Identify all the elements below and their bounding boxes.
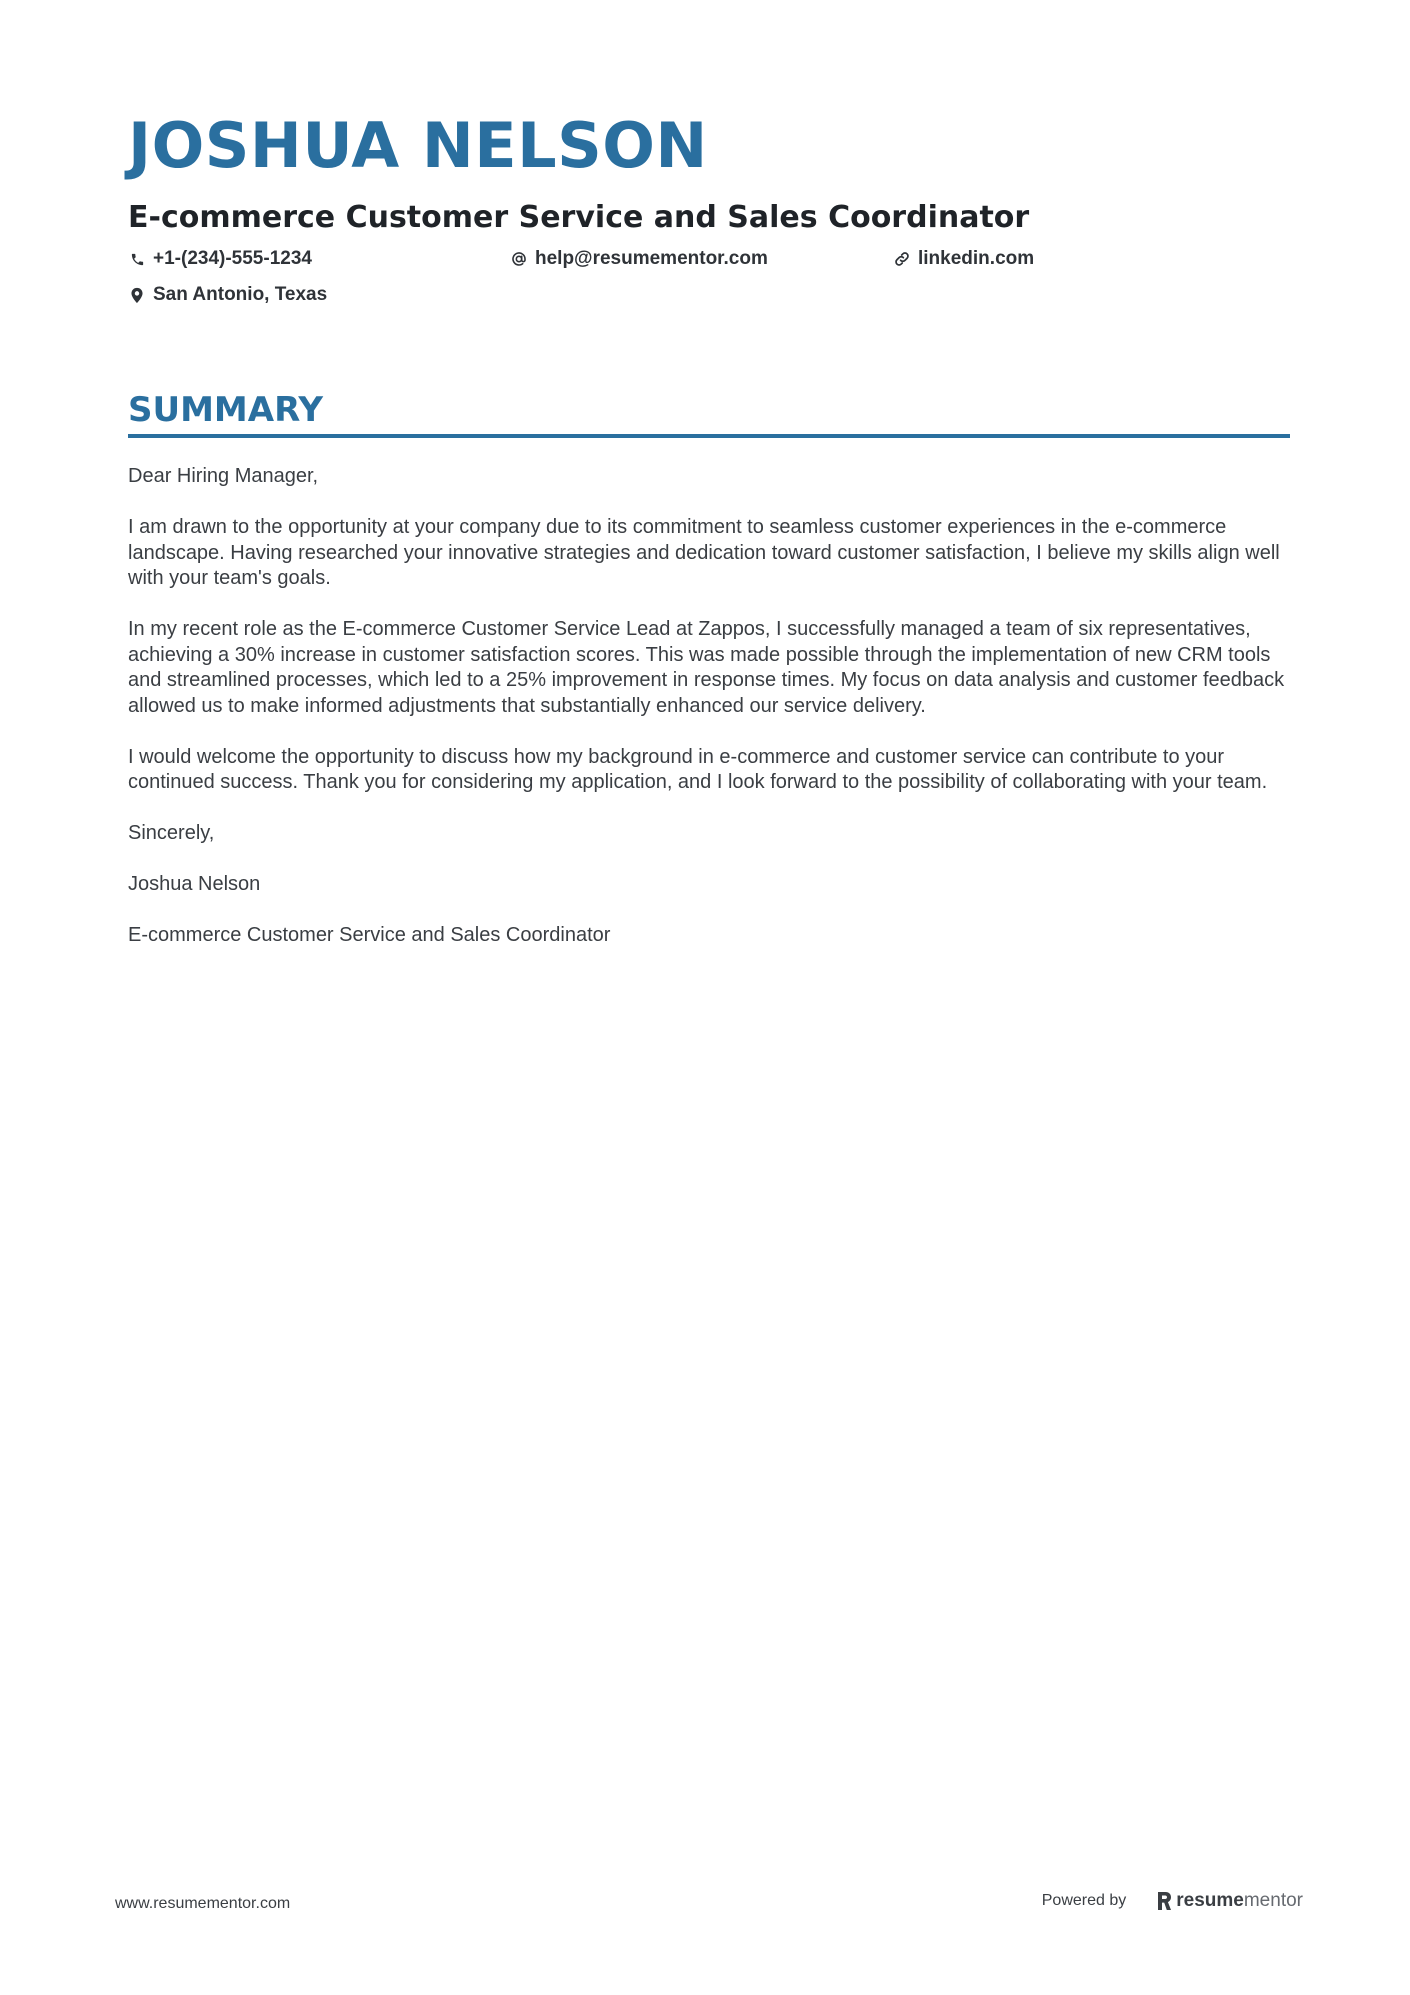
- header: [128, 110, 1288, 324]
- salutation: Dear Hiring Manager,: [128, 465, 319, 487]
- contact-email[interactable]: [510, 248, 768, 270]
- phone-text: +1-(234)-555-1234: [153, 248, 312, 269]
- email-text[interactable]: help@resumementor.com: [535, 248, 768, 269]
- section-divider: [128, 434, 1290, 438]
- signature-name: Joshua Nelson: [128, 873, 261, 895]
- brand-name-part1: resume: [1176, 1890, 1244, 1911]
- letter-body: [128, 464, 1290, 949]
- brand-name-part2: mentor: [1243, 1890, 1303, 1911]
- summary-section: [128, 388, 1290, 974]
- contact-link[interactable]: [893, 248, 1034, 270]
- contact-list: [128, 248, 1288, 324]
- summary-heading: SUMMARY: [128, 390, 324, 430]
- job-title: E-commerce Customer Service and Sales Coordinator: [128, 200, 1030, 235]
- phone-icon: [128, 250, 146, 268]
- link-text[interactable]: linkedin.com: [918, 248, 1035, 269]
- at-sign-icon: [510, 250, 528, 268]
- signature-title: E-commerce Customer Service and Sales Coordinator: [128, 924, 611, 946]
- letter-paragraph-1: I am drawn to the opportunity at your company due to its commitment to seamless customer experiences in the e-commerce landscape. Having researched your innovative strategies and dedication toward customer satisfaction, I believe my skills align well with your team's goals.: [128, 516, 1280, 589]
- candidate-name: JOSHUA NELSON: [128, 109, 708, 182]
- contact-phone: [128, 248, 312, 270]
- link-icon: [893, 250, 911, 268]
- location-text: San Antonio, Texas: [153, 284, 328, 305]
- powered-by-label: Powered by: [1041, 1892, 1127, 1909]
- map-pin-icon: [128, 286, 146, 304]
- brand-logo[interactable]: [1156, 1890, 1303, 1912]
- closing: Sincerely,: [128, 822, 215, 844]
- footer-website[interactable]: www.resumementor.com: [115, 1895, 291, 1912]
- resumementor-logo-icon: [1156, 1891, 1172, 1911]
- letter-paragraph-3: I would welcome the opportunity to discuss how my background in e-commerce and customer service can contribute to your continued success. Thank you for considering my application, and I look forward to the possibility of collaborating with your team.: [128, 745, 1268, 793]
- letter-paragraph-2: In my recent role as the E-commerce Customer Service Lead at Zappos, I successfully managed a team of six representatives, achieving a 30% increase in customer satisfaction scores. This was made possible through the implementation of new CRM tools and streamlined processes, which led to a 25% improvement in response times. My focus on data analysis and customer feedback allowed us to make informed adjustments that substantially enhanced our service delivery.: [128, 618, 1285, 717]
- contact-location: [128, 284, 327, 306]
- footer-branding: [1042, 1890, 1303, 1912]
